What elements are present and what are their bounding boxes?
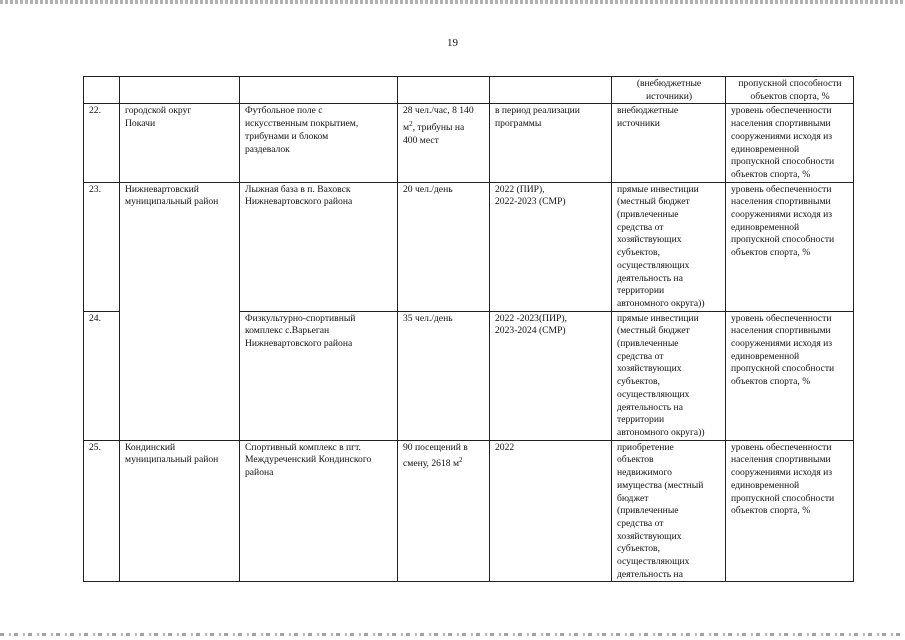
cell-period: в период реализации программы	[490, 104, 612, 182]
cell-num: 25.	[84, 440, 120, 582]
capacity-text: 28 чел./час, 8 140 м	[403, 105, 474, 134]
cell-municipality: городской округ Покачи	[120, 104, 240, 182]
cell-indicator: уровень обеспеченности населения спортивными сооружениями исходя из единовременной пропускной способности объектов спорта, %	[726, 440, 854, 582]
cell-object: Футбольное поле с искусственным покрытием, трибунами и блоком раздевалок	[240, 104, 398, 182]
page-number: 19	[447, 37, 458, 49]
cell-object: Физкультурно-спортивный комплекс с.Варьеган Нижневартовского района	[240, 311, 398, 440]
cell-indicator: уровень обеспеченности населения спортивными сооружениями исходя из единовременной пропускной способности объектов спорта, %	[726, 311, 854, 440]
cell-indicator: уровень обеспеченности населения спортивными сооружениями исходя из единовременной пропускной способности объектов спорта, %	[726, 104, 854, 182]
cell-object	[240, 77, 398, 104]
cell-num	[84, 77, 120, 104]
cell-sources: приобретение объектов недвижимого имущества (местный бюджет (привлеченные средства от хозяйствующих субъектов, осуществляющих деятельность на	[612, 440, 726, 582]
cell-capacity	[398, 440, 490, 582]
table-row	[84, 182, 854, 311]
cell-indicator: уровень обеспеченности населения спортивными сооружениями исходя из единовременной пропускной способности объектов спорта, %	[726, 182, 854, 311]
cell-municipality	[120, 77, 240, 104]
cell-num: 24.	[84, 311, 120, 440]
cell-sources: (внебюджетные источники)	[612, 77, 726, 104]
cell-num: 23.	[84, 182, 120, 311]
capacity-text: 90 посещений в смену, 2618 м	[403, 441, 468, 470]
cell-capacity: 20 чел./день	[398, 182, 490, 311]
capacity-superscript: 2	[459, 456, 463, 465]
cell-municipality: Кондинский муниципальный район	[120, 440, 240, 582]
cell-num: 22.	[84, 104, 120, 182]
cell-object: Спортивный комплекс в пгт. Междуреченский Кондинского района	[240, 440, 398, 582]
cell-sources: прямые инвестиции (местный бюджет (привлеченные средства от хозяйствующих субъектов, осуществляющих деятельность на территории автономного округа))	[612, 182, 726, 311]
scan-top-edge	[0, 0, 905, 4]
cell-capacity	[398, 77, 490, 104]
cell-municipality: Нижневартовский муниципальный район	[120, 182, 240, 440]
cell-indicator: пропускной способности объектов спорта, %	[726, 77, 854, 104]
table-row-continuation	[84, 77, 854, 104]
cell-period: 2022 -2023(ПИР), 2023-2024 (СМР)	[490, 311, 612, 440]
cell-period	[490, 77, 612, 104]
table-row	[84, 440, 854, 582]
scan-bottom-edge	[0, 633, 905, 636]
capacity-text-cont: , трибуны на 400 мест	[403, 122, 465, 146]
cell-period: 2022 (ПИР), 2022-2023 (СМР)	[490, 182, 612, 311]
cell-object: Лыжная база в п. Ваховск Нижневартовского района	[240, 182, 398, 311]
cell-period: 2022	[490, 440, 612, 582]
cell-capacity: 35 чел./день	[398, 311, 490, 440]
cell-capacity	[398, 104, 490, 182]
program-objects-table	[83, 76, 854, 582]
table-row	[84, 104, 854, 182]
cell-sources: внебюджетные источники	[612, 104, 726, 182]
cell-sources: прямые инвестиции (местный бюджет (привлеченные средства от хозяйствующих субъектов, осуществляющих деятельность на территории автономного округа))	[612, 311, 726, 440]
capacity-superscript: 2	[409, 120, 413, 129]
